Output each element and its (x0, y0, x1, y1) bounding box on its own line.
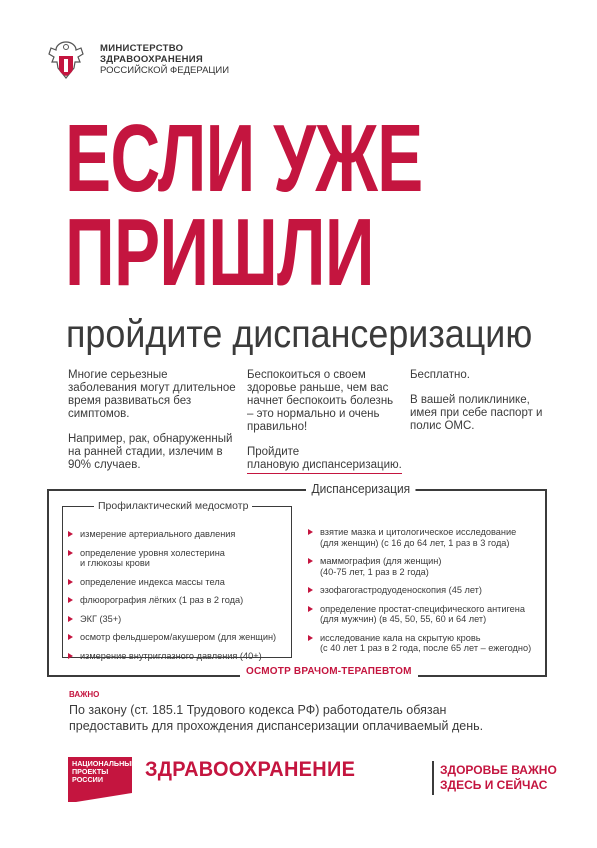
ministry-emblem-icon (44, 38, 88, 84)
col1-paragraph-2: Например, рак, обнаруженный на ранней стадии, излечим в 90% случаев. (68, 433, 233, 471)
col3-paragraph-1: Бесплатно. (410, 369, 470, 381)
extra-item: взятие мазка и цитологическое исследование (для женщин) (с 16 до 64 лет, 1 раз в 3 года) (308, 527, 540, 548)
dispanserization-title: Диспансеризация (306, 481, 416, 497)
ministry-line1: МИНИСТЕРСТВО (100, 43, 184, 54)
preventive-item: флюорография лёгких (1 раз в 2 года) (68, 595, 290, 606)
national-projects-text (72, 759, 137, 784)
preventive-item: измерение артериального давления (68, 529, 290, 540)
np-line3: РОССИИ (72, 775, 104, 784)
extra-exam-list (308, 527, 540, 662)
info-column-1 (68, 369, 238, 484)
info-column-3 (410, 369, 550, 445)
slogan-line2: ЗДЕСЬ И СЕЙЧАС (440, 778, 548, 792)
extra-item: исследование кала на скрытую кровь (с 40 лет 1 раз в 2 года, после 65 лет – ежегодно) (308, 633, 540, 654)
preventive-item: ЭКГ (35+) (68, 614, 290, 625)
slogan (440, 763, 557, 793)
headline-line1: ЕСЛИ УЖЕ (65, 105, 423, 212)
headline (65, 105, 425, 306)
extra-item: маммография (для женщин) (40-75 лет, 1 раз в 2 года) (308, 556, 540, 577)
law-notice: По закону (ст. 185.1 Трудового кодекса РФ) работодатель обязан предоставить для прохождения диспансеризации оплачиваемый день. (69, 703, 484, 733)
col2-call-to-action: Пройдите (247, 446, 300, 458)
ministry-name (100, 43, 229, 76)
preventive-item: измерение внутриглазного давления (40+) (68, 651, 290, 662)
extra-item: эзофагогастродуоденоскопия (45 лет) (308, 585, 540, 596)
preventive-item: определение уровня холестерина и глюкозы крови (68, 548, 290, 569)
col2-paragraph-1: Беспокоиться о своем здоровье раньше, чем вас начнет беспокоить болезнь – это нормально и очень правильно! (247, 369, 394, 433)
subheading: пройдите диспансеризацию (66, 313, 533, 356)
col2-paragraph-2 (247, 446, 402, 474)
preventive-item: определение индекса массы тела (68, 577, 290, 588)
info-column-2 (247, 369, 402, 486)
col2-underlined-phrase: плановую диспансеризацию. (247, 459, 402, 474)
extra-item: определение простат-специфического антигена (для мужчин) (в 45, 50, 55, 60 и 64 лет) (308, 604, 540, 625)
col3-paragraph-2: В вашей поликлинике, имея при себе паспорт и полис ОМС. (410, 394, 543, 432)
preventive-exam-title: Профилактический медосмотр (94, 500, 252, 513)
preventive-exam-list (68, 529, 290, 669)
np-line1: НАЦИОНАЛЬНЫЕ (72, 759, 137, 768)
important-label: ВАЖНО (69, 690, 100, 699)
footer-divider (432, 761, 434, 795)
preventive-item: осмотр фельдшером/акушером (для женщин) (68, 632, 290, 643)
therapist-exam-label: ОСМОТР ВРАЧОМ-ТЕРАПЕВТОМ (240, 665, 418, 678)
headline-line2: ПРИШЛИ (65, 199, 374, 306)
footer-title: ЗДРАВООХРАНЕНИЕ (145, 758, 356, 781)
np-line2: ПРОЕКТЫ (72, 767, 109, 776)
slogan-line1: ЗДОРОВЬЕ ВАЖНО (440, 763, 557, 777)
ministry-line3: РОССИЙСКОЙ ФЕДЕРАЦИИ (100, 65, 230, 76)
ministry-line2: ЗДРАВООХРАНЕНИЯ (100, 54, 204, 65)
col1-paragraph-1: Многие серьезные заболевания могут длительное время развиваться без симптомов. (68, 369, 236, 420)
